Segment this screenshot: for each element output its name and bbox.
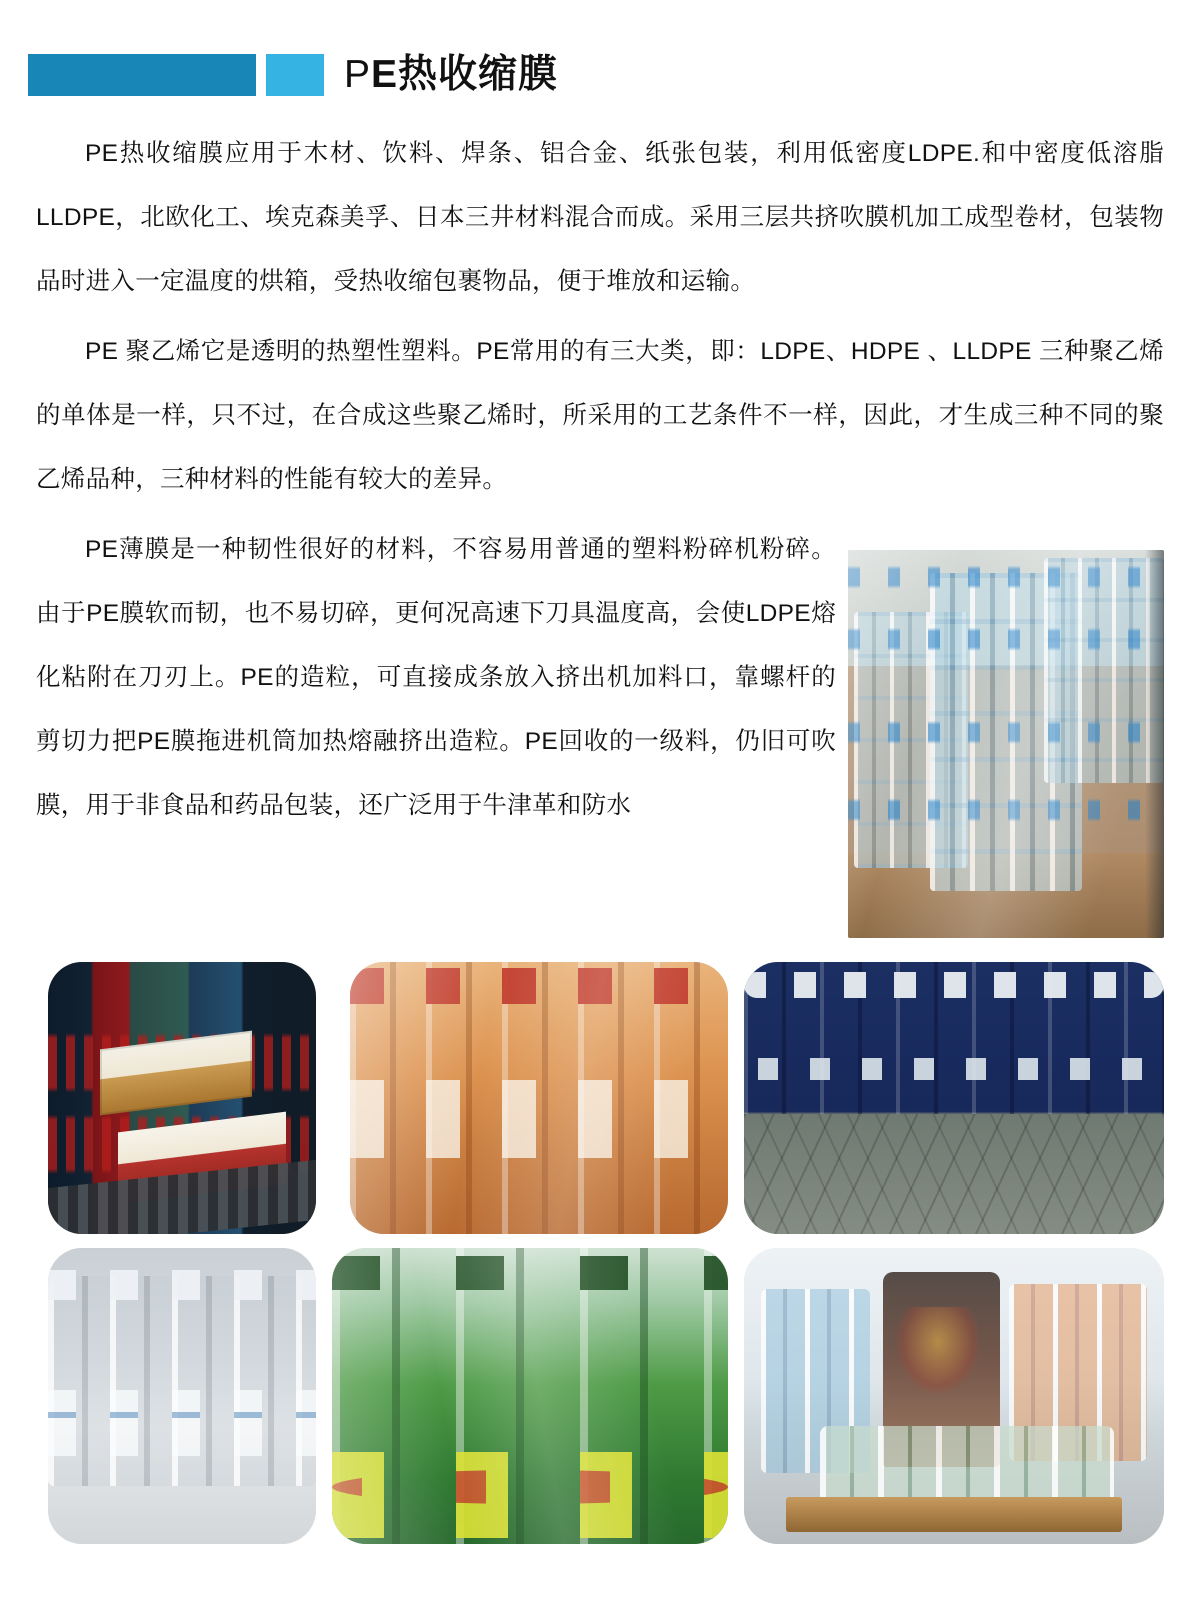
page-title-main: E热收缩膜 xyxy=(371,53,559,96)
can-caps-layer xyxy=(48,1270,316,1300)
photo-content xyxy=(350,962,728,1234)
shrink-wrapped-water-bottle-pallets-photo xyxy=(848,550,1164,938)
photo-edge-shadow xyxy=(1145,550,1164,938)
wooden-pallet xyxy=(786,1497,1122,1533)
paragraph-3: PE薄膜是一种韧性很好的材料，不容易用普通的塑料粉碎机粉碎。由于PE膜软而韧，也不易切碎，更何况高速下刀具温度高，会使LDPE熔化粘附在刀刃上。PE的造粒，可直接成条放入挤出机加料口，靠螺杆的剪切力把PE膜拖进机筒加热熔融挤出造粒。PE回收的一级料，仍旧可吹膜，用于非食品和药品包装，还广泛用于牛津革和防水 xyxy=(36,536,836,819)
clear-cans-shrink-wrap-photo xyxy=(48,1248,316,1544)
paragraph-1: PE热收缩膜应用于木材、饮料、焊条、铝合金、纸张包装，利用低密度LDPE.和中密度低溶脂LLDPE，北欧化工、埃克森美孚、日本三井材料混合而成。采用三层共挤吹膜机加工成型卷材，包装物品时进入一定温度的烘箱，受热收缩包裹物品，便于堆放和运输。 xyxy=(36,140,1164,295)
green-soda-bottles-shrink-wrap-photo xyxy=(332,1248,728,1544)
photo-content xyxy=(48,1248,316,1544)
blue-water-bottle-packs-photo xyxy=(744,962,1164,1234)
photo-content xyxy=(744,1248,1164,1544)
bottle-caps-second-row xyxy=(758,1058,1164,1080)
can-labels-layer xyxy=(48,1390,316,1456)
photo-content xyxy=(744,962,1164,1234)
bottle-caps-top-row xyxy=(744,972,1164,998)
photo-content xyxy=(48,962,316,1234)
header-accent-bar-dark xyxy=(28,54,256,96)
page-header xyxy=(0,50,1200,102)
photo-content xyxy=(848,550,1164,938)
shrink-film-gloss xyxy=(848,550,1164,938)
header-accent-bar-light xyxy=(266,54,324,96)
mixed-drinks-pallet-shrink-wrap-photo xyxy=(744,1248,1164,1544)
orange-juice-bottles-shrink-wrap-photo xyxy=(350,962,728,1234)
page-title xyxy=(344,50,558,100)
page-title-prefix: P xyxy=(344,53,372,96)
shrink-film-gloss xyxy=(332,1248,728,1544)
paragraph-2: PE 聚乙烯它是透明的热塑性塑料。PE常用的有三大类，即：LDPE、HDPE 、LLDPE 三种聚乙烯的单体是一样，只不过，在合成这些聚乙烯时，所采用的工艺条件不一样，因此，才生成三种不同的聚乙烯品种，三种材料的性能有较大的差异。 xyxy=(36,338,1164,493)
shrink-film-gloss xyxy=(350,962,728,1234)
canned-cola-pallets-on-conveyor-photo xyxy=(48,962,316,1234)
front-row-packs xyxy=(820,1426,1114,1503)
tiled-ground xyxy=(744,1114,1164,1234)
photo-content xyxy=(332,1248,728,1544)
